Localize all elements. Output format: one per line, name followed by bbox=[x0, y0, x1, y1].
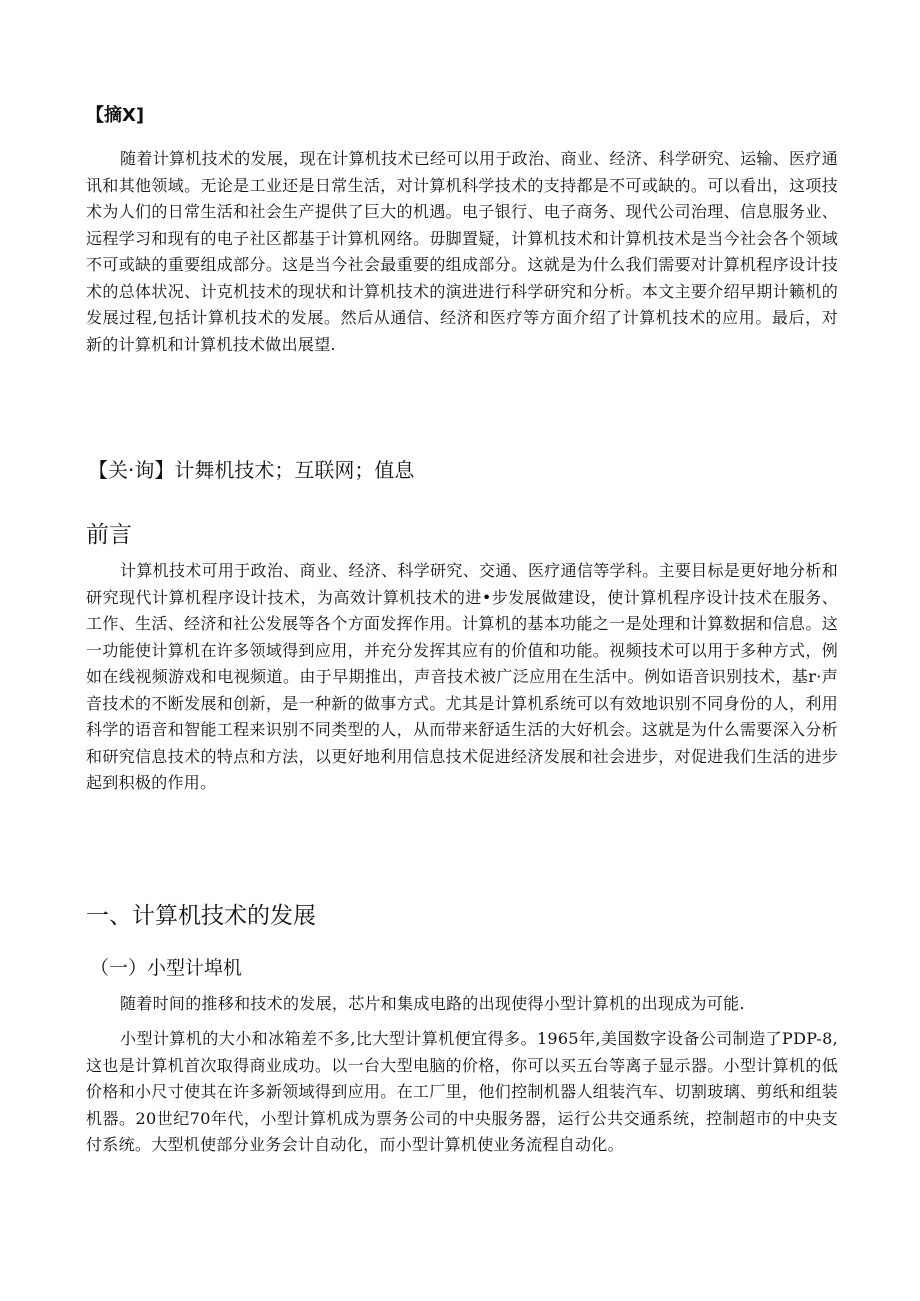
preface-heading: 前言 bbox=[86, 522, 132, 548]
preface-body: 计算机技术可用于政治、商业、经济、科学研究、交通、医疗通信等学科。主要目标是更好地分析和研究现代计算机程序设计技术，为高效计算机技术的进•步发展做建设，使计算机程序设计技术在服务、工作、生活、经济和社公发展等各个方面发挥作用。计算机的基本功能之一是处理和计算数据和信息。这一功能使计算机在许多领域得到应用，并充分发挥其应有的价值和功能。视频技术可以用于多种方式，例如在线视频游戏和电视频道。由于早期推出，声音技术被广泛应用在生活中。例如语音识别技术，基r·声音技术的不断发展和创新，是一种新的做事方式。尤其是计算机系统可以有效地识别不同身份的人，利用科学的语音和智能工程来识别不同类型的人，从而带来舒适生活的大好机会。这就是为什么需要深入分析和研究信息技术的特点和方法，以更好地利用信息技术促进经济发展和社会进步，对促进我们生活的进步起到积极的作用。 bbox=[86, 561, 838, 792]
section1-subheading: （一）小型计埠机 bbox=[90, 957, 243, 979]
section1-paragraph-2: 小型计算机的大小和冰箱差不多,比大型计算机便宜得多。1965年,美国数字设备公司制造了PDP-8,这也是计算机首次取得商业成功。以一台大型电脑的价格，你可以买五台等离子显示器。小型计算机的低价格和小尺寸使其在许多新领域得到应用。在工厂里，他们控制机器人组装汽车、切割玻璃、剪纸和组装机器。20世纪70年代，小型计算机成为票务公司的中央服务器，运行公共交通系统，控制超市的中央支付系统。大型机使部分业务会计自动化，而小型计算机使业务流程自动化。 bbox=[86, 1029, 838, 1154]
section1-paragraph-1: 随着时间的推移和技术的发展，芯片和集成电路的出现使得小型计算机的出现成为可能. bbox=[120, 994, 745, 1013]
section1-heading: 一、计算机技术的发展 bbox=[86, 903, 316, 929]
abstract-heading: 【摘X] bbox=[86, 105, 145, 126]
abstract-body: 随着计算机技术的发展，现在计算机技术已经可以用于政治、商业、经济、科学研究、运输、医疗通讯和其他领域。无论是工业还是日常生活，对计算机科学技术的支持都是不可或缺的。可以看出，这项技术为人们的日常生活和社会生产提供了巨大的机遇。电子银行、电子商务、现代公司治理、信息服务业、远程学习和现有的电子社区都基于计算机网络。毋脚置疑，计算机技术和计算机技术是当今社会各个领域不可或缺的重要组成部分。这是当今社会最重要的组成部分。这就是为什么我们需要对计算机程序设计技术的总体状况、计克机技术的现状和计算机技术的演进进行科学研究和分析。本文主要介绍早期计籁机的发展过程,包括计算机技术的发展。然后从通信、经济和医疗等方面介绍了计算机技术的应用。最后，对新的计算机和计算机技术做出展望. bbox=[86, 149, 838, 354]
keywords-line: 【关·询】计舞机技术；互联网；值息 bbox=[88, 458, 415, 482]
